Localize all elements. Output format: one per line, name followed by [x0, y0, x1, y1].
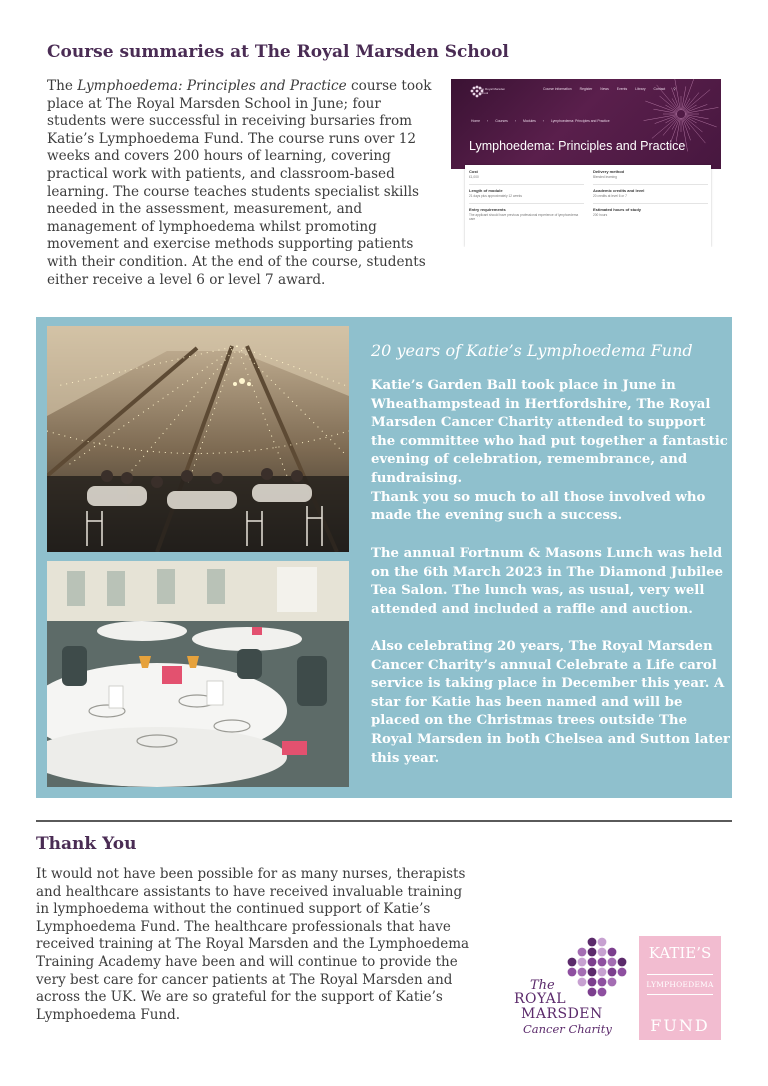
webpage-breadcrumb: Home › Courses › Modules › Lymphoedema: Principles and Practice — [471, 119, 610, 123]
webpage-crumb: Courses — [495, 119, 508, 123]
thanks-body: It would not have been possible for as many nurses, therapists and healthcare assistants to have received invaluable training in lymphoedema without the continued support of Katie’s Lymphoedema Fund. The healthcare professionals that have received training at The Royal Marsden and the Lymphoedema Training Academy have been and will continue to provide the very best care for cancer patients at The Royal Marsden and across the UK. We are so grateful for the support of Katie’s Lymphoedema Fund. — [36, 866, 470, 1023]
webpage-banner — [451, 79, 721, 169]
logo-text-katies: KATIE’S — [648, 944, 712, 962]
course-body-pre: The — [47, 78, 78, 94]
webpage-search-icon: ⚲ — [673, 87, 676, 91]
webpage-title: Lymphoedema: Principles and Practice — [469, 139, 686, 153]
garden-ball-photo — [47, 326, 349, 552]
royal-marsden-charity-logo — [510, 936, 630, 1040]
webpage-crumb: Lymphoedema: Principles and Practice — [550, 119, 610, 123]
webpage-field: Delivery method Blended learning — [593, 169, 625, 179]
logo-text-cancer-charity: Cancer Charity — [523, 1022, 612, 1036]
carol-service-paragraph: Also celebrating 20 years, The Royal Marsden Cancer Charity’s annual Celebrate a Life carol service is taking place in December this year. A star for Katie has been named and will be placed on the Christmas trees outside The Royal Marsden in both Chelsea and Sutton later this year. — [371, 639, 730, 766]
webpage-nav-item: Course information — [543, 87, 572, 91]
logo-text-fund: FUND — [650, 1016, 710, 1035]
webpage-crumb: Home — [471, 119, 481, 123]
webpage-course-facts-card — [465, 165, 711, 247]
course-body — [47, 78, 432, 289]
webpage-field: Cost £1,000 — [469, 169, 479, 179]
webpage-nav-item: Register — [579, 87, 593, 91]
logo-text-royal: ROYAL — [514, 991, 567, 1007]
events-heading: 20 years of Katie’s Lymphoedema Fund — [371, 341, 693, 360]
course-heading: Course summaries at The Royal Marsden School — [47, 42, 509, 62]
logo-text-marsden: MARSDEN — [521, 1006, 603, 1022]
royal-marsden-dots-icon — [566, 936, 628, 998]
garden-ball-paragraph — [371, 377, 731, 526]
section-divider — [36, 820, 732, 822]
course-name: Lymphoedema: Principles and Practice — [77, 78, 347, 94]
webpage-field: Entry requirements The applicant should have previous professional experience of lymphoedema care — [469, 207, 579, 221]
course-webpage-screenshot — [451, 79, 721, 247]
webpage-nav-item: News — [600, 87, 609, 91]
webpage-nav-item: Library — [635, 87, 646, 91]
firework-decoration-icon — [611, 79, 721, 169]
fortnum-lunch-paragraph: The annual Fortnum & Masons Lunch was held on the 6th March 2023 in The Diamond Jubilee Tea Salon. The lunch was, as usual, very well attended and included a raffle and auction. — [371, 546, 724, 617]
garden-ball-text: Katie’s Garden Ball took place in June in Wheathampstead in Hertfordshire, The Royal Marsden Cancer Charity attended to support the committee who had put together a fantastic evening of celebration, remembrance, and fundraising. — [371, 378, 728, 486]
logo-text-lymphoedema: LYMPHOEDEMA — [646, 980, 714, 989]
webpage-logo-text: The Royal Marsden School — [479, 87, 506, 95]
logo-text-the: The — [530, 978, 555, 993]
webpage-field: Estimated hours of study 200 hours — [593, 207, 642, 217]
webpage-nav-item: Events — [616, 87, 628, 91]
webpage-nav-item: Contact — [653, 87, 666, 91]
webpage-field: Length of module 21 days plus approximately 12 weeks — [469, 188, 522, 198]
webpage-crumb: Modules — [522, 119, 536, 123]
tea-salon-lunch-photo — [47, 561, 349, 787]
course-body-post: course took place at The Royal Marsden School in June; four students were successful in receiving bursaries from Katie’s Lymphoedema Fund. The course runs over 12 weeks and covers 200 hours of learning, covering practical work with patients, and classroom-based learning. The course teaches students specialist skills needed in the assessment, measurement, and management of lymphoedema whilst promoting movement and exercise methods supporting patients with their condition. At the end of the course, students either receive a level 6 or level 7 award. — [47, 78, 432, 288]
webpage-field: Academic credits and level 20 credits at level 6 or 7 — [593, 188, 645, 198]
garden-ball-thanks-text: Thank you so much to all those involved who made the evening such a success. — [371, 489, 706, 524]
thanks-heading: Thank You — [36, 834, 137, 854]
katies-lymphoedema-fund-logo — [639, 936, 721, 1040]
